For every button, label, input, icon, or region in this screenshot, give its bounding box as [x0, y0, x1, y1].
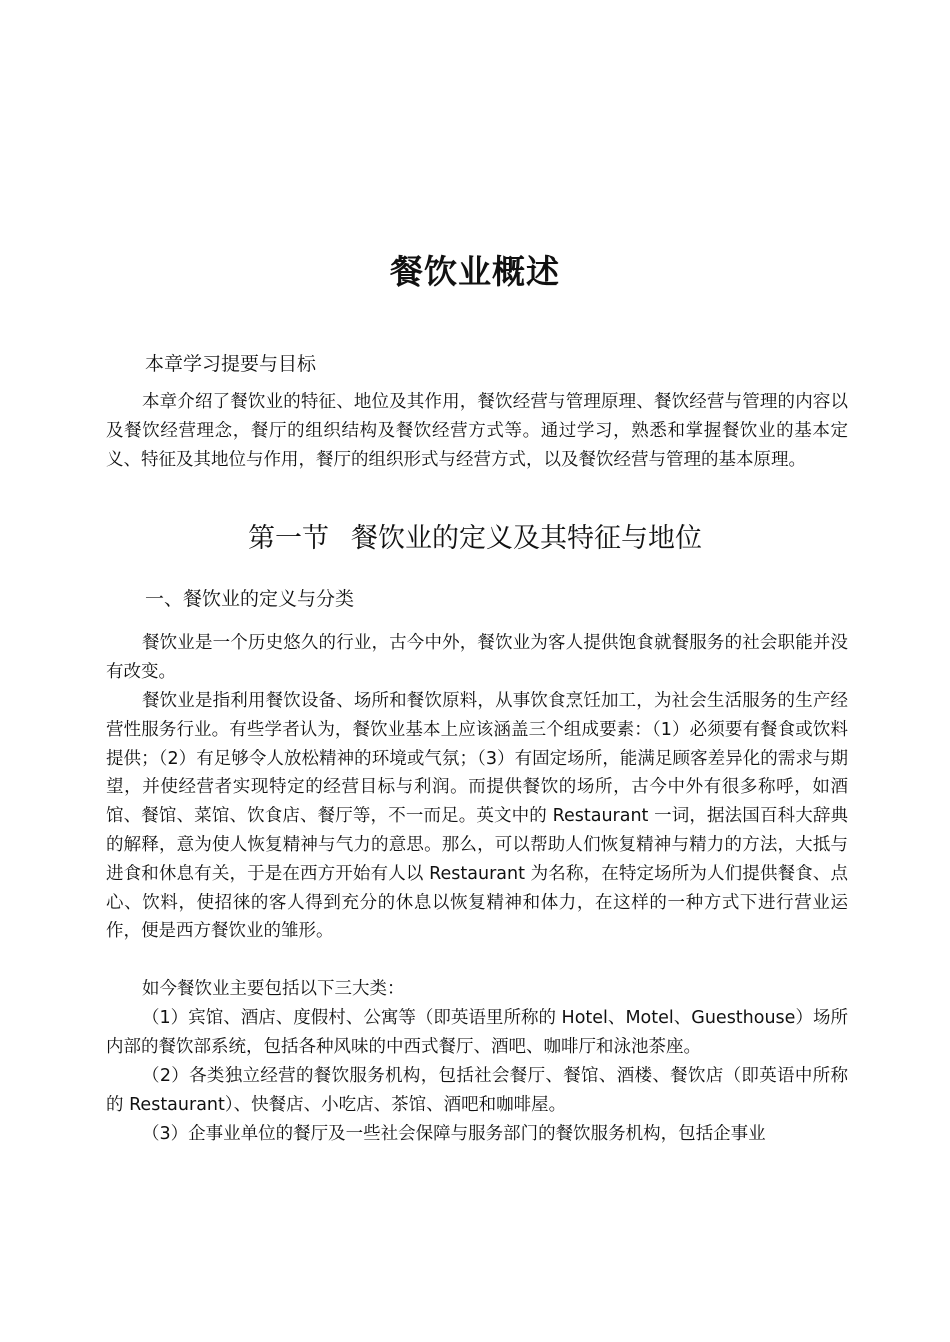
body-paragraph-5: （2）各类独立经营的餐饮服务机构，包括社会餐厅、餐馆、酒楼、餐饮店（即英语中所称的 Restaurant）、快餐店、小吃店、茶馆、酒吧和咖啡屋。 [106, 1066, 848, 1115]
intro-paragraph: 本章介绍了餐饮业的特征、地位及其作用，餐饮经营与管理原理、餐饮经营与管理的内容以及餐饮经营理念，餐厅的组织结构及餐饮经营方式等。通过学习，熟悉和掌握餐饮业的基本定义、特征及其地位与作用，餐厅的组织形式与经营方式，以及餐饮经营与管理的基本原理。 [106, 392, 848, 470]
section-number: 第一节 [248, 523, 329, 554]
body-paragraph-6: （3）企事业单位的餐厅及一些社会保障与服务部门的餐饮服务机构，包括企事业 [142, 1124, 766, 1144]
body-paragraph-1: 餐饮业是一个历史悠久的行业，古今中外，餐饮业为客人提供饱食就餐服务的社会职能并没有改变。 [106, 633, 848, 682]
chapter-title: 餐饮业概述 [390, 252, 560, 291]
section-name: 餐饮业的定义及其特征与地位 [351, 523, 702, 554]
section-title [0, 519, 950, 559]
body-paragraph-3: 如今餐饮业主要包括以下三大类： [142, 979, 405, 999]
subsection-heading: 一、餐饮业的定义与分类 [145, 588, 355, 610]
body-paragraph-4: （1）宾馆、酒店、度假村、公寓等（即英语里所称的 Hotel、Motel、Guesthouse）场所内部的餐饮部系统，包括各种风味的中西式餐厅、酒吧、咖啡厅和泳池茶座。 [106, 1008, 848, 1057]
body-paragraph-2: 餐饮业是指利用餐饮设备、场所和餐饮原料，从事饮食烹饪加工，为社会生活服务的生产经营性服务行业。有些学者认为，餐饮业基本上应该涵盖三个组成要素：（1）必须要有餐食或饮料提供；（2）有足够令人放松精神的环境或气氛；（3）有固定场所，能满足顾客差异化的需求与期望，并使经营者实现特定的经营目标与利润。而提供餐饮的场所，古今中外有很多称呼，如酒馆、餐馆、菜馆、饮食店、餐厅等，不一而足。英文中的 Restaurant 一词，据法国百科大辞典的解释，意为使人恢复精神与气力的意思。那么，可以帮助人们恢复精神与精力的方法，大抵与进食和休息有关，于是在西方开始有人以 Restaurant 为名称，在特定场所为人们提供餐食、点心、饮料，使招徕的客人得到充分的休息以恢复精神和体力，在这样的一种方式下进行营业运作，便是西方餐饮业的雏形。 [106, 691, 848, 942]
intro-heading: 本章学习提要与目标 [145, 353, 317, 375]
